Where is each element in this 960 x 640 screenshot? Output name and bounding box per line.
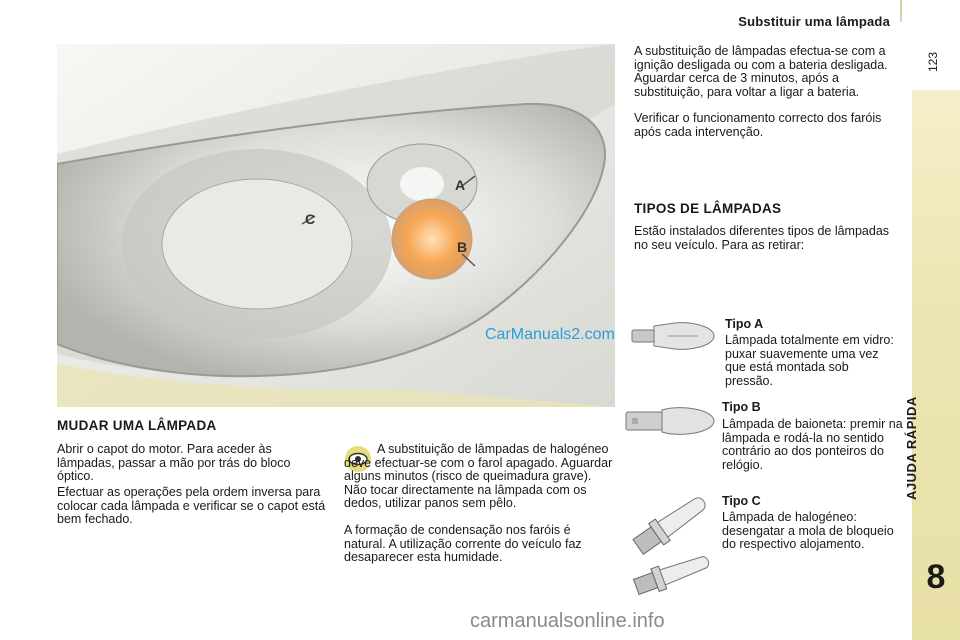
bulb-type-b-icon [622,400,718,442]
warning-paragraph-1: A substituição de lâmpadas de halogéneo deve efectuar-se com o farol apagado. Aguardar alguns minutos (risco de queimadura grave). Não tocar directamente na lâmpada com os dedos, utilizar panos sem pêlo. [344,442,613,510]
page-header-title: Substituir uma lâmpada [738,14,890,29]
tipo-c-text: Lâmpada de halogéneo: desengatar a mola de bloqueio do respectivo alojamento. [722,510,894,551]
tipo-a-text: Lâmpada totalmente em vidro: puxar suavemente uma vez que está montada sob pressão. [725,333,894,388]
page-number: 123 [926,51,940,73]
tipo-b-title: Tipo B [722,400,761,414]
tipos-heading: TIPOS DE LÂMPADAS [634,201,782,216]
bulb-type-c-icon [624,492,720,598]
warning-paragraph-2: A formação de condensação nos faróis é natural. A utilização corrente do veículo faz desaparecer esta humidade. [344,523,582,564]
footer-watermark: carmanualsonline.info [470,610,665,632]
mudar-paragraph-1: Abrir o capot do motor. Para aceder às lâmpadas, passar a mão por trás do bloco óptico. [57,442,291,483]
tipo-c-title: Tipo C [722,494,761,508]
label-c: C [305,211,316,227]
section-label: AJUDA RÁPIDA [904,396,919,500]
mudar-heading: MUDAR UMA LÂMPADA [57,418,217,433]
intro-paragraph-2: Verificar o funcionamento correcto dos faróis após cada intervenção. [634,111,882,139]
bulb-type-a-icon [628,312,720,360]
tipo-a-title: Tipo A [725,317,764,331]
headlight-illustration [57,44,615,407]
header-rule [900,0,902,22]
chapter-number: 8 [926,558,946,596]
tipos-intro: Estão instalados diferentes tipos de lâmpadas no seu veículo. Para as retirar: [634,224,890,252]
mudar-paragraph-2: Efectuar as operações pela ordem inversa para colocar cada lâmpada e verificar se o capot está bem fechado. [57,485,326,526]
tipo-b-text: Lâmpada de baioneta: premir na lâmpada e rodá-la no sentido contrário ao dos ponteiros do relógio. [722,417,903,472]
label-b: B [457,239,468,255]
label-a: A [455,177,466,193]
photo-watermark: CarManuals2.com [485,326,615,343]
intro-paragraph-1: A substituição de lâmpadas efectua-se com a ignição desligada ou com a bateria desligada. Aguardar cerca de 3 minutos, após a substituição, para voltar a ligar a bateria. [634,44,888,99]
headlight-photo [57,44,615,407]
